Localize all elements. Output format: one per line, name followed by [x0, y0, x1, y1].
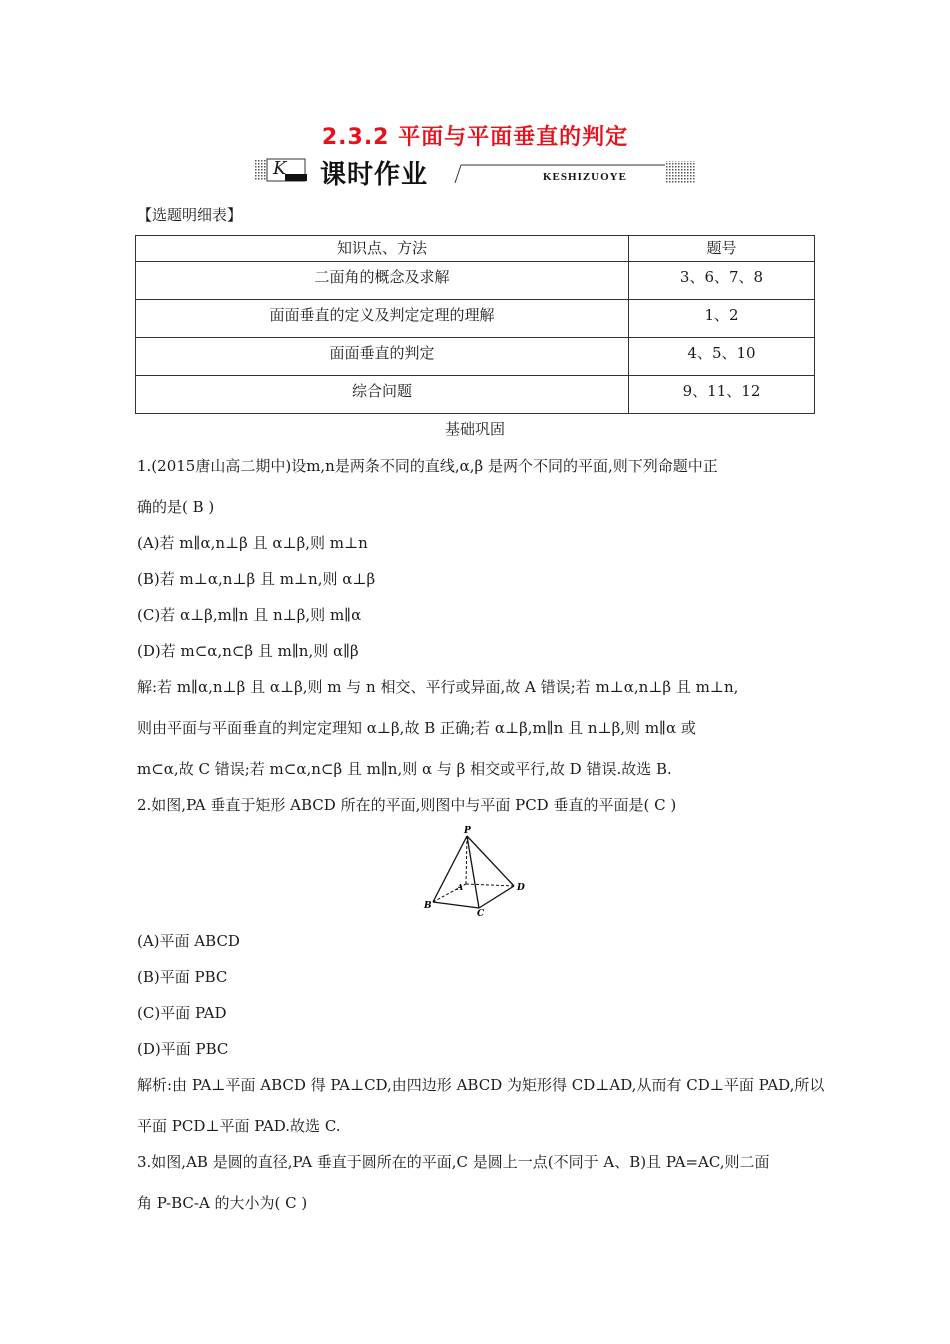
label-b: B: [424, 901, 432, 911]
banner-label-en: KESHIZUOYE: [543, 171, 627, 183]
q3-stem-line2: 角 P-BC-A 的大小为( C ): [137, 1194, 308, 1212]
q1-solution-line1: 解:若 m∥α,n⊥β 且 α⊥β,则 m 与 n 相交、平行或异面,故 A 错误;若 m⊥α,n⊥β 且 m⊥n,: [137, 678, 739, 696]
q1-stem-line2: 确的是( B ): [137, 498, 215, 516]
banner-k-icon: K: [273, 158, 287, 179]
table-cell-numbers: 9、11、12: [629, 376, 815, 414]
q2-option-b: (B)平面 PBC: [137, 968, 228, 986]
q2-option-d: (D)平面 PBC: [137, 1040, 229, 1058]
table-row: [136, 300, 815, 338]
table-header-topic: 知识点、方法: [136, 236, 629, 262]
pyramid-figure: [418, 822, 532, 916]
table-cell-topic: 综合问题: [136, 376, 629, 414]
q3-stem-line1: 3.如图,AB 是圆的直径,PA 垂直于圆所在的平面,C 是圆上一点(不同于 A、B)且 PA=AC,则二面: [137, 1153, 770, 1171]
q2-solution-line1: 解析:由 PA⊥平面 ABCD 得 PA⊥CD,由四边形 ABCD 为矩形得 CD⊥AD,从而有 CD⊥平面 PAD,所以: [137, 1076, 825, 1094]
topic-table: [135, 235, 815, 414]
label-p: P: [464, 826, 471, 836]
table-row: [136, 338, 815, 376]
q1-stem-line1: 1.(2015唐山高二期中)设m,n是两条不同的直线,α,β 是两个不同的平面,则下列命题中正: [137, 457, 718, 475]
q2-option-c: (C)平面 PAD: [137, 1004, 227, 1022]
q1-option-d: (D)若 m⊂α,n⊂β 且 m∥n,则 α∥β: [137, 642, 359, 660]
q1-solution-line3: m⊂α,故 C 错误;若 m⊂α,n⊂β 且 m∥n,则 α 与 β 相交或平行,故 D 错误.故选 B.: [137, 760, 672, 778]
table-cell-topic: 面面垂直的定义及判定定理的理解: [136, 300, 629, 338]
table-row: [136, 376, 815, 414]
q1-solution-line2: 则由平面与平面垂直的判定定理知 α⊥β,故 B 正确;若 α⊥β,m∥n 且 n⊥β,则 m∥α 或: [137, 719, 696, 737]
q2-solution-line2: 平面 PCD⊥平面 PAD.故选 C.: [137, 1117, 341, 1135]
table-cell-numbers: 4、5、10: [629, 338, 815, 376]
section-banner: [255, 157, 695, 190]
pyramid-diagram: [418, 822, 532, 916]
table-row: [136, 262, 815, 300]
q1-option-a: (A)若 m∥α,n⊥β 且 α⊥β,则 m⊥n: [137, 534, 368, 552]
table-cell-topic: 面面垂直的判定: [136, 338, 629, 376]
q1-option-c: (C)若 α⊥β,m∥n 且 n⊥β,则 m∥α: [137, 606, 362, 624]
label-a: A: [457, 882, 464, 892]
section-heading: 基础巩固: [444, 420, 505, 438]
table-caption: 【选题明细表】: [137, 206, 243, 224]
q1-option-b: (B)若 m⊥α,n⊥β 且 m⊥n,则 α⊥β: [137, 570, 376, 588]
label-c: C: [477, 909, 485, 916]
label-d: D: [517, 883, 525, 893]
q2-stem: 2.如图,PA 垂直于矩形 ABCD 所在的平面,则图中与平面 PCD 垂直的平面是( C ): [137, 796, 677, 814]
table-header-numbers: 题号: [629, 236, 815, 262]
table-cell-numbers: 3、6、7、8: [629, 262, 815, 300]
table-cell-topic: 二面角的概念及求解: [136, 262, 629, 300]
table-cell-numbers: 1、2: [629, 300, 815, 338]
q2-option-a: (A)平面 ABCD: [137, 932, 240, 950]
banner-label-cn: 课时作业: [320, 160, 429, 190]
table-header-row: [136, 236, 815, 262]
page-title: 2.3.2 平面与平面垂直的判定: [321, 125, 629, 150]
